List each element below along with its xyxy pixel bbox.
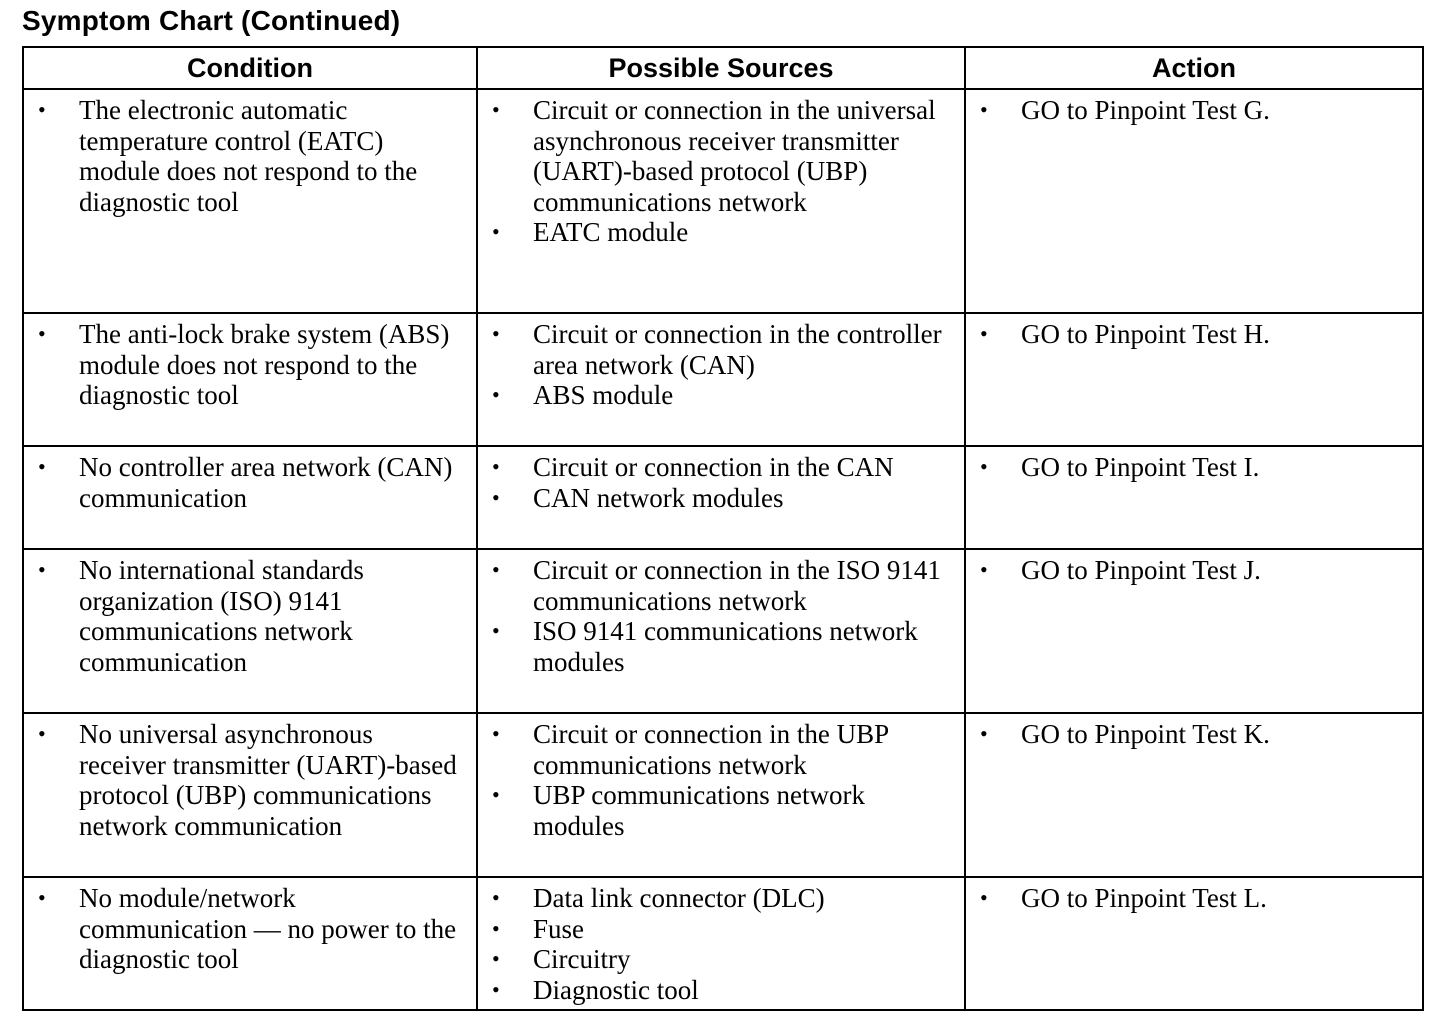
header-action: Action <box>965 47 1423 89</box>
bullet-icon: • <box>980 885 988 910</box>
source-item <box>478 975 954 1006</box>
condition-item <box>24 452 466 513</box>
condition-text: The electronic automatic temperature control (EATC) module does not respond to the diagnostic tool <box>79 95 418 217</box>
bullet-icon: • <box>492 454 500 479</box>
source-text: Circuit or connection in the controller area network (CAN) <box>533 319 942 380</box>
action-item <box>966 319 1412 350</box>
source-text: Circuit or connection in the UBP communications network <box>533 719 889 780</box>
action-text: GO to Pinpoint Test K. <box>1021 719 1270 749</box>
source-item <box>478 883 954 914</box>
action-text: GO to Pinpoint Test H. <box>1021 319 1270 349</box>
bullet-icon: • <box>492 721 500 746</box>
bullet-icon: • <box>492 219 500 244</box>
table-row <box>23 713 1423 877</box>
bullet-icon: • <box>980 721 988 746</box>
sources-cell <box>477 877 965 1010</box>
condition-cell <box>23 713 477 877</box>
header-condition: Condition <box>23 47 477 89</box>
condition-item <box>24 883 466 975</box>
condition-cell <box>23 446 477 549</box>
bullet-icon: • <box>38 721 46 746</box>
bullet-icon: • <box>38 97 46 122</box>
bullet-icon: • <box>38 321 46 346</box>
table-row <box>23 877 1423 1010</box>
bullet-icon: • <box>492 382 500 407</box>
bullet-icon: • <box>492 557 500 582</box>
bullet-icon: • <box>492 885 500 910</box>
condition-cell <box>23 877 477 1010</box>
source-text: Diagnostic tool <box>533 974 699 1005</box>
source-text: Fuse <box>533 913 585 944</box>
source-item <box>478 944 954 975</box>
action-item <box>966 719 1412 750</box>
source-text: ABS module <box>533 380 674 410</box>
bullet-icon: • <box>492 782 500 807</box>
source-item <box>478 217 954 248</box>
page-title: Symptom Chart (Continued) <box>22 5 401 36</box>
condition-cell <box>23 549 477 713</box>
source-text: Circuit or connection in the ISO 9141 communications network <box>533 555 941 616</box>
condition-item <box>24 555 466 677</box>
header-row <box>23 47 1423 89</box>
source-text: ISO 9141 communications network modules <box>533 616 918 677</box>
source-item <box>478 483 954 514</box>
condition-item <box>24 95 466 217</box>
sources-cell <box>477 313 965 446</box>
action-cell <box>965 313 1423 446</box>
sources-cell <box>477 549 965 713</box>
table-row <box>23 549 1423 713</box>
source-text: CAN network modules <box>533 482 784 513</box>
source-item <box>478 452 954 483</box>
symptom-chart-table <box>22 46 1424 1011</box>
action-text: GO to Pinpoint Test G. <box>1021 95 1270 125</box>
condition-item <box>24 719 466 841</box>
sources-cell <box>477 89 965 313</box>
source-item <box>478 616 954 677</box>
bullet-icon: • <box>492 618 500 643</box>
action-cell <box>965 877 1423 1010</box>
action-text: GO to Pinpoint Test L. <box>1021 883 1267 913</box>
bullet-icon: • <box>980 321 988 346</box>
source-item <box>478 914 954 945</box>
condition-text: The anti-lock brake system (ABS) module does not respond to the diagnostic tool <box>79 319 450 410</box>
source-text: Circuit or connection in the CAN <box>533 452 894 482</box>
action-item <box>966 883 1412 914</box>
condition-text: No universal asynchronous receiver transmitter (UART)-based protocol (UBP) communications network communication <box>79 719 457 841</box>
condition-cell <box>23 313 477 446</box>
source-text: Circuitry <box>533 944 631 974</box>
bullet-icon: • <box>492 321 500 346</box>
bullet-icon: • <box>980 454 988 479</box>
action-cell <box>965 89 1423 313</box>
source-text: UBP communications network modules <box>533 780 865 841</box>
header-possible-sources: Possible Sources <box>477 47 965 89</box>
condition-item <box>24 319 466 411</box>
source-item <box>478 95 954 217</box>
bullet-icon: • <box>492 97 500 122</box>
action-text: GO to Pinpoint Test I. <box>1021 452 1260 482</box>
action-item <box>966 555 1412 586</box>
table-row <box>23 313 1423 446</box>
source-item <box>478 719 954 780</box>
bullet-icon: • <box>492 915 500 941</box>
action-cell <box>965 446 1423 549</box>
source-item <box>478 380 954 411</box>
source-text: Data link connector (DLC) <box>533 883 825 913</box>
bullet-icon: • <box>38 454 46 479</box>
bullet-icon: • <box>492 484 500 510</box>
table-row <box>23 89 1423 313</box>
condition-text: No module/network communication — no power to the diagnostic tool <box>79 883 457 974</box>
sources-cell <box>477 713 965 877</box>
action-item <box>966 95 1412 126</box>
condition-text: No international standards organization (ISO) 9141 communications network communication <box>79 555 364 677</box>
sources-cell <box>477 446 965 549</box>
source-text: Circuit or connection in the universal asynchronous receiver transmitter (UART)-based protocol (UBP) communications network <box>533 95 936 217</box>
action-cell <box>965 713 1423 877</box>
source-item <box>478 780 954 841</box>
source-item <box>478 319 954 380</box>
source-text: EATC module <box>533 217 689 247</box>
condition-text: No controller area network (CAN) communication <box>79 452 453 513</box>
action-item <box>966 452 1412 483</box>
action-text: GO to Pinpoint Test J. <box>1021 555 1261 585</box>
bullet-icon: • <box>38 557 46 582</box>
condition-cell <box>23 89 477 313</box>
bullet-icon: • <box>492 976 500 1002</box>
source-item <box>478 555 954 616</box>
bullet-icon: • <box>38 885 46 910</box>
bullet-icon: • <box>492 946 500 971</box>
bullet-icon: • <box>980 557 988 582</box>
bullet-icon: • <box>980 97 988 122</box>
table-row <box>23 446 1423 549</box>
action-cell <box>965 549 1423 713</box>
